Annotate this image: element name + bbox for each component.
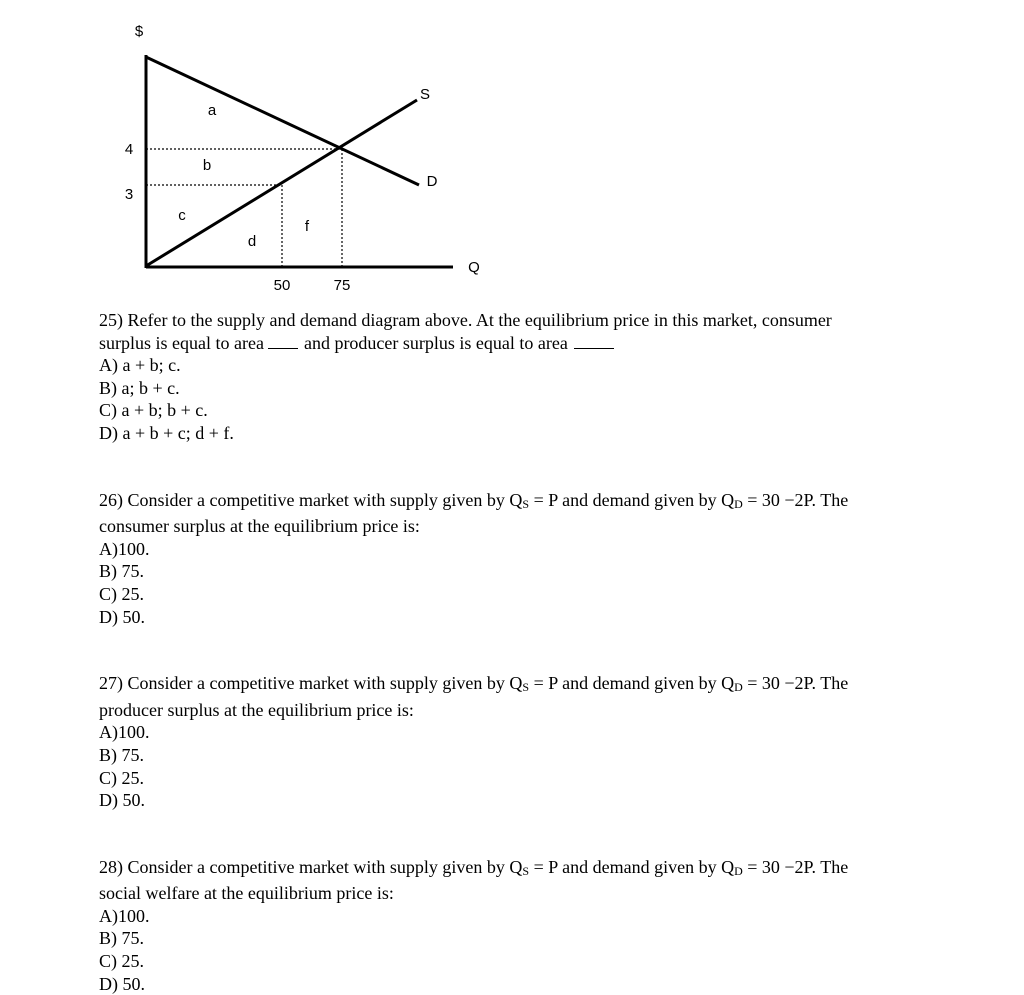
question-stem-line2: consumer surplus at the equilibrium price is: [99,516,420,537]
demand-subscript: D [734,680,743,695]
question-27 [99,672,999,812]
option-d: D) a + b + c; d + f. [99,422,234,443]
area-label-a: a [207,102,217,119]
stem-text: 27) Consider a competitive market with supply given by Q [99,673,523,694]
stem-text: and producer surplus is equal to area [303,332,568,353]
supply-label: S [419,86,431,103]
option-a: A)100. [99,905,150,926]
question-stem [99,856,999,883]
stem-text: = 30 −2P. The [742,489,849,510]
area-label-d: d [247,233,257,250]
supply-subscript: S [522,863,530,878]
demand-curve [146,57,419,185]
option-b: B) 75. [99,928,144,949]
option-c: C) 25. [99,583,144,604]
option-a: A) a + b; c. [99,355,181,376]
demand-subscript: D [734,496,743,511]
demand-subscript: D [734,863,743,878]
question-stem [99,672,999,699]
option-b: B) 75. [99,561,144,582]
supply-subscript: S [522,680,530,695]
stem-text: = P and demand given by Q [529,673,735,694]
stem-text: = 30 −2P. The [742,673,849,694]
stem-text: = 30 −2P. The [742,856,849,877]
question-stem [99,489,999,516]
option-d: D) 50. [99,973,145,994]
option-b: B) a; b + c. [99,377,180,398]
option-d: D) 50. [99,606,145,627]
option-c: C) a + b; b + c. [99,400,208,421]
y-tick-3: 3 [124,186,134,203]
option-b: B) 75. [99,744,144,765]
demand-label: D [426,173,438,190]
y-tick-4: 4 [124,141,134,158]
x-axis-label: Q [468,259,480,276]
question-stem-line2 [99,332,999,355]
stem-text: = P and demand given by Q [529,489,735,510]
area-label-f: f [304,218,310,235]
question-list [99,309,999,995]
stem-text: 28) Consider a competitive market with supply given by Q [99,856,523,877]
area-label-b: b [202,157,212,174]
area-label-c: c [178,207,186,224]
supply-subscript: S [522,496,530,511]
answer-blank [574,332,614,349]
option-d: D) 50. [99,790,145,811]
supply-demand-diagram [0,0,520,300]
x-tick-75: 75 [333,277,351,294]
question-stem-line2: social welfare at the equilibrium price is: [99,883,394,904]
y-axis-label: $ [134,23,144,40]
question-28 [99,856,999,995]
stem-text: = P and demand given by Q [529,856,735,877]
option-a: A)100. [99,722,150,743]
question-25 [99,309,999,445]
stem-text: 26) Consider a competitive market with supply given by Q [99,489,523,510]
question-stem: 25) Refer to the supply and demand diagram above. At the equilibrium price in this market, consumer [99,310,832,330]
question-26 [99,489,999,629]
stem-text: surplus is equal to area [99,332,264,353]
option-c: C) 25. [99,951,144,972]
answer-blank [268,332,298,349]
question-stem-line2: producer surplus at the equilibrium price is: [99,699,414,720]
option-c: C) 25. [99,767,144,788]
x-tick-50: 50 [273,277,291,294]
option-a: A)100. [99,538,150,559]
